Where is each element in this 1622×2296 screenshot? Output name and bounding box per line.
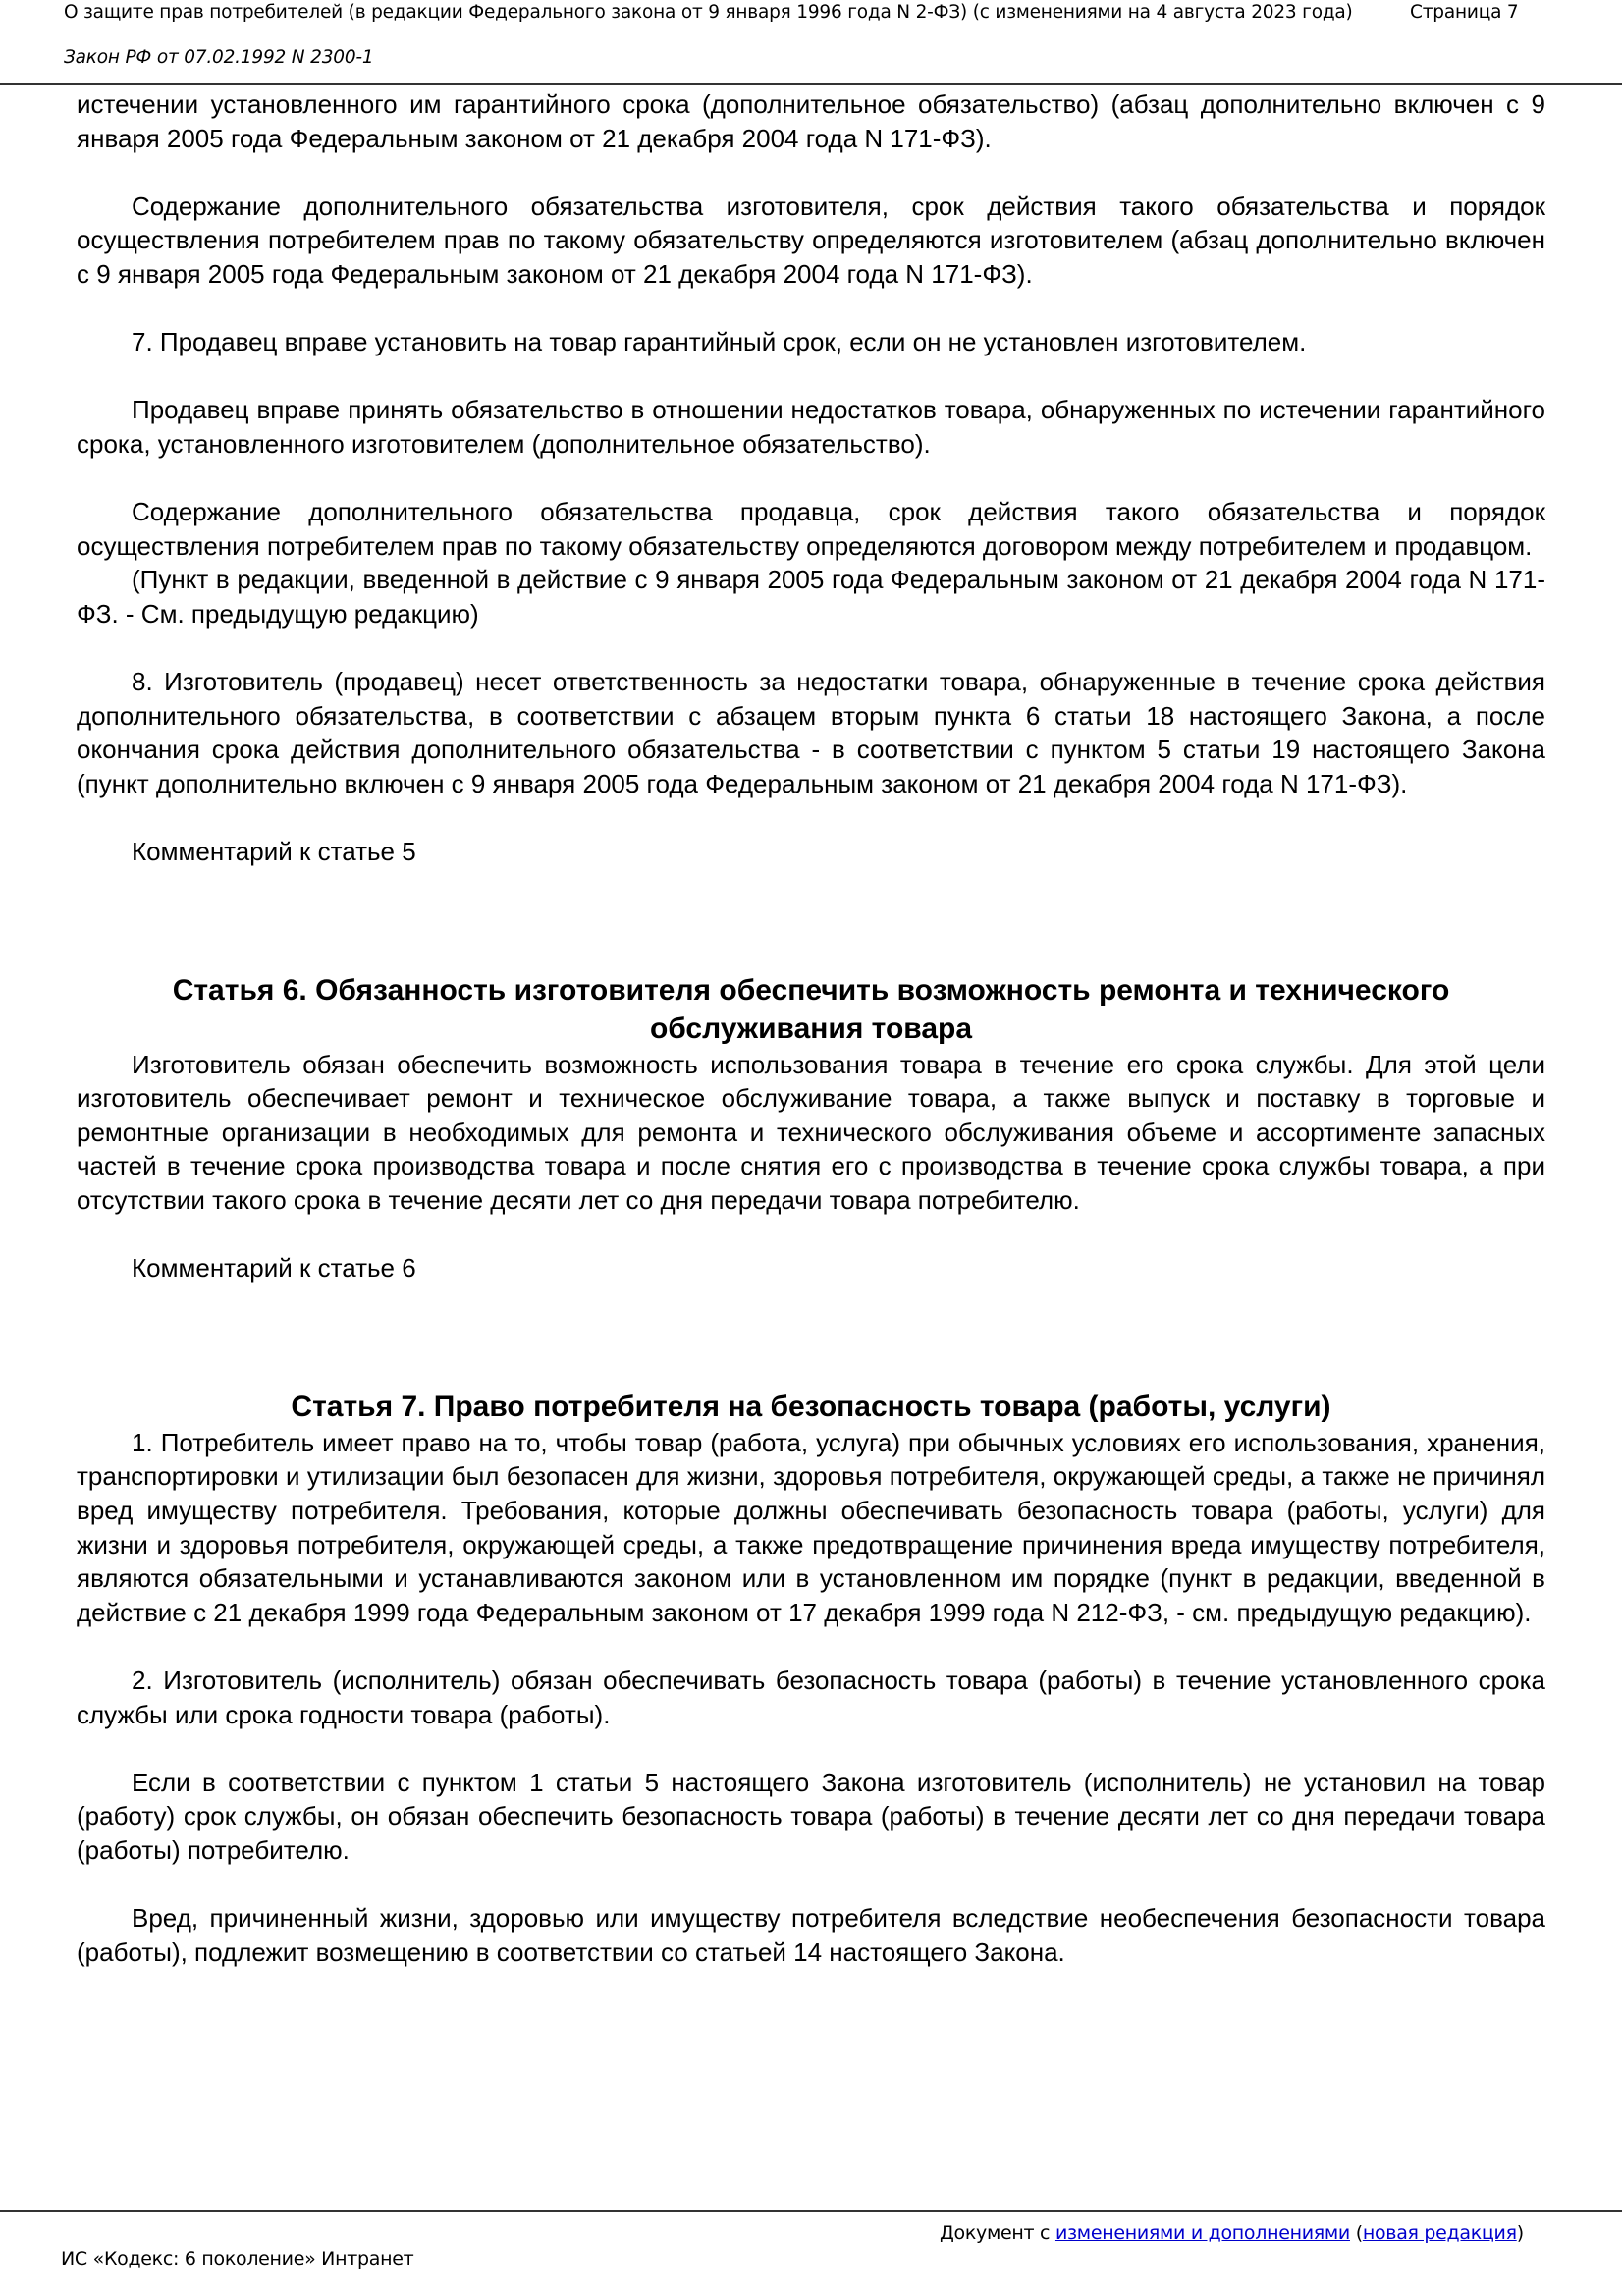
document-body [77,87,1545,1969]
changes-link[interactable]: изменениями и дополнениями [1054,2222,1350,2244]
article-6-comment-link[interactable]: Комментарий к статье 6 [132,1253,416,1284]
law-reference: Закон РФ от 07.02.1992 N 2300-1 [64,47,374,68]
paragraph: истечении установленного им гарантийного срока (дополнительное обязательство) (абзац дополнительно включен с 9 января 2005 года Федеральным законом от 21 декабря 2004 года N 171-ФЗ). [77,89,1545,153]
paragraph: 8. Изготовитель (продавец) несет ответственность за недостатки товара, обнаруженные в течение срока действия дополнительного обязательства, в соответствии с абзацем вторым пункта 6 статьи 18 настоящего Закона, а после окончания срока действия дополнительного обязательства - в соответствии с пунктом 5 статьи 19 настоящего Закона (пункт дополнительно включен с 9 января 2005 года Федеральным законом от 21 декабря 2004 года N 171-ФЗ). [77,667,1545,798]
page-number: Страница 7 [1410,2,1519,23]
paragraph: Вред, причиненный жизни, здоровью или имуществу потребителя вследствие необеспечения безопасности товара (работы), подлежит возмещению в соответствии со статьей 14 настоящего Закона. [77,1903,1545,1967]
paragraph: Продавец вправе принять обязательство в отношении недостатков товара, обнаруженных по истечении гарантийного срока, установленного изготовителем (дополнительное обязательство). [77,395,1545,459]
paragraph: 2. Изготовитель (исполнитель) обязан обеспечивать безопасность товара (работы) в течение установленного срока службы или срока годности товара (работы). [77,1665,1545,1729]
article-5-comment-link[interactable]: Комментарий к статье 5 [132,837,416,867]
header-divider [0,83,1622,85]
article-7-heading: Статья 7. Право потребителя на безопасность товара (работы, услуги) [291,1390,1331,1423]
footer-divider [0,2210,1622,2212]
article-6-heading: Статья 6. Обязанность изготовителя обеспечить возможность ремонта и технического обслуживания товара [172,973,1450,1045]
section-spacer [77,1285,1545,1388]
edition-note: (Пункт в редакции, введенной в действие с 9 января 2005 года Федеральным законом от 21 декабря 2004 года N 171-ФЗ. - См. предыдущую редакцию) [77,565,1545,629]
footer-brand: ИС «Кодекс: 6 поколение» Интранет [61,2248,414,2269]
paragraph: Если в соответствии с пунктом 1 статьи 5 настоящего Закона изготовитель (исполнитель) не установил на товар (работу) срок службы, он обязан обеспечить безопасность товара (работы) в течение десяти лет со дня передачи товара (работы) потребителю. [77,1767,1545,1865]
footer-document-links [940,2221,1524,2245]
new-edition-link[interactable]: новая редакция [1362,2222,1517,2244]
paragraph: 1. Потребитель имеет право на то, чтобы товар (работа, услуга) при обычных условиях его использования, хранения, транспортировки и утилизации был безопасен для жизни, здоровья потребителя, окружающей среды, а также не причинял вред имуществу потребителя. Требования, которые должны обеспечивать безопасность товара (работы, услуги) для жизни и здоровья потребителя, окружающей среды, а также предотвращение причинения вреда имуществу потребителя, являются обязательными и устанавливаются законом или в установленном им порядке (пункт в редакции, введенной в действие с 21 декабря 1999 года Федеральным законом от 17 декабря 1999 года N 212-ФЗ, - см. предыдущую редакцию). [77,1427,1545,1627]
paragraph: Содержание дополнительного обязательства продавца, срок действия такого обязательства и порядок осуществления потребителем прав по такому обязательству определяются договором между потребителем и продавцом. [77,497,1545,561]
section-spacer [77,869,1545,971]
paren-open: ( [1349,2222,1363,2244]
paragraph: 7. Продавец вправе установить на товар гарантийный срок, если он не установлен изготовителем. [132,327,1307,357]
footer-doc-prefix: Документ с [940,2222,1055,2244]
paren-close: ) [1516,2222,1524,2244]
document-title: О защите прав потребителей (в редакции Федерального закона от 9 января 1996 года N 2-ФЗ) (с изменениями на 4 августа 2023 года) [64,2,1353,23]
paragraph: Содержание дополнительного обязательства изготовителя, срок действия такого обязательства и порядок осуществления потребителем прав по такому обязательству определяются изготовителем (абзац дополнительно включен с 9 января 2005 года Федеральным законом от 21 декабря 2004 года N 171-ФЗ). [77,191,1545,289]
paragraph: Изготовитель обязан обеспечить возможность использования товара в течение его срока службы. Для этой цели изготовитель обеспечивает ремонт и техническое обслуживание товара, а также выпуск и поставку в торговые и ремонтные организации в необходимых для ремонта и технического обслуживания объеме и ассортименте запасных частей в течение срока производства товара и после снятия его с производства в течение срока службы товара, а при отсутствии такого срока в течение десяти лет со дня передачи товара потребителю. [77,1049,1545,1216]
page-header [64,0,1595,82]
